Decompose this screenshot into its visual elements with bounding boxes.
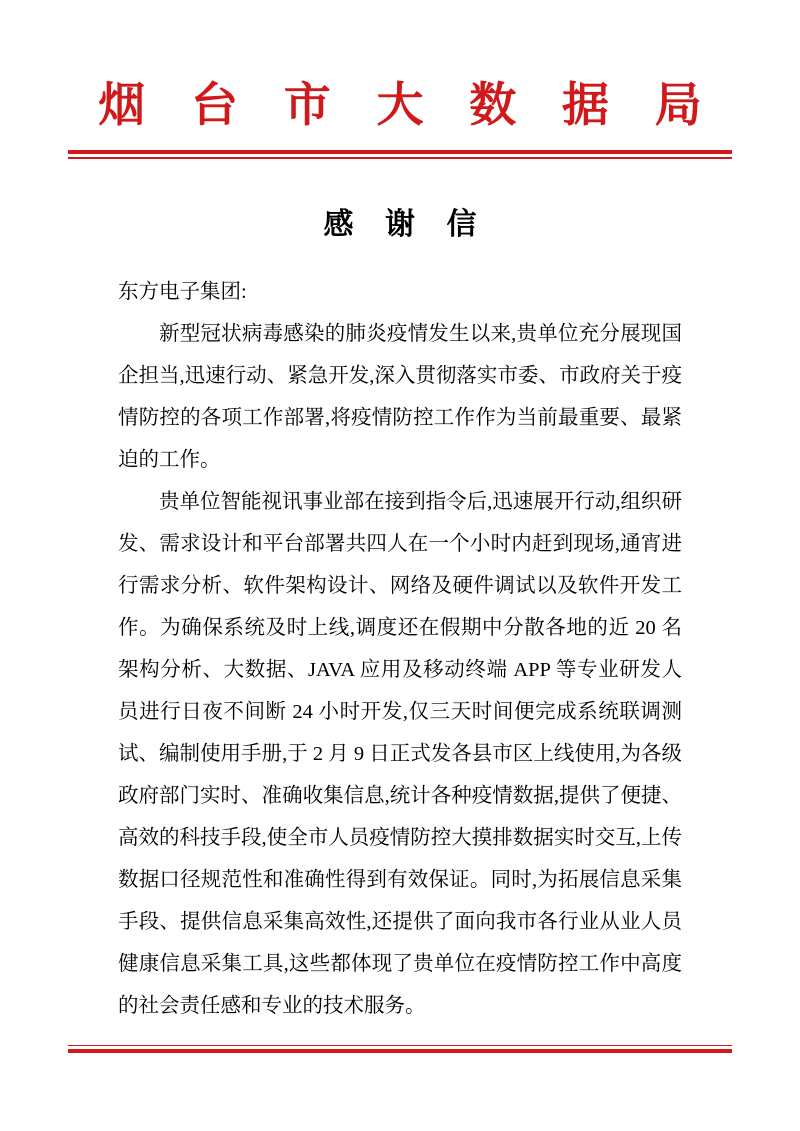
salutation: 东方电子集团: [118, 280, 247, 303]
organization-name: 烟 台 市 大 数 据 局 [98, 80, 719, 132]
footer-rule-thick [68, 1049, 732, 1053]
letterhead [0, 0, 800, 159]
letter-body [118, 271, 682, 1027]
footer-rules [68, 1045, 732, 1054]
page-title: 感 谢 信 [323, 207, 489, 241]
paragraph-1: 新型冠状病毒感染的肺炎疫情发生以来,贵单位充分展现国企担当,迅速行动、紧急开发,深入贯彻落实市委、市政府关于疫情防控的各项工作部署,将疫情防控工作作为当前最重要、最紧迫的工作。 [118, 322, 682, 471]
letterhead-rule-thin [68, 157, 732, 159]
paragraph-2: 贵单位智能视讯事业部在接到指令后,迅速展开行动,组织研发、需求设计和平台部署共四人在一个小时内赶到现场,通宵进行需求分析、软件架构设计、网络及硬件调试以及软件开发工作。为确保系统及时上线,调度还在假期中分散各地的近 20 名架构分析、大数据、JAVA 应用及移动终端 APP 等专业研发人员进行日夜不间断 24 小时开发,仅三天时间便完成系统联调测试、编制使用手册,于 2 月 9 日正式发各县市区上线使用,为各级政府部门实时、准确收集信息,统计各种疫情数据,提供了便捷、高效的科技手段,使全市人员疫情防控大摸排数据实时交互,上传数据口径规范性和准确性得到有效保证。同时,为拓展信息采集手段、提供信息采集高效性,还提供了面向我市各行业从业人员健康信息采集工具,这些都体现了贵单位在疫情防控工作中高度的社会责任感和专业的技术服务。 [118, 490, 682, 1017]
letterhead-rules [68, 150, 732, 159]
